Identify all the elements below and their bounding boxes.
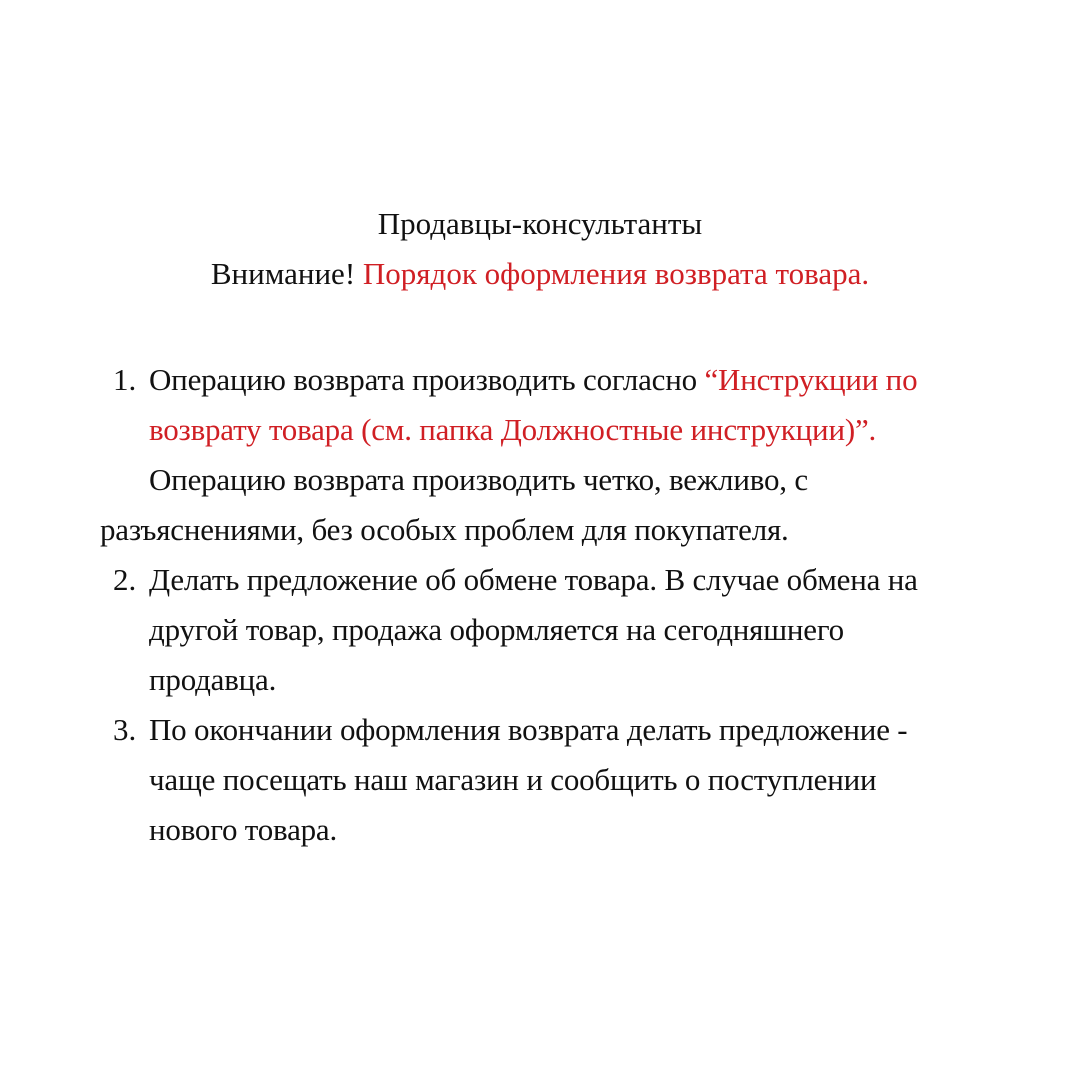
item-line: По окончании оформления возврата делать предложение - bbox=[149, 712, 908, 747]
item-line: разъяснениями, без особых проблем для покупателя. bbox=[100, 512, 789, 547]
notice-prefix: Внимание! bbox=[210, 256, 356, 291]
notice-line bbox=[0, 249, 1080, 299]
title-text: Продавцы-консультанты bbox=[377, 206, 703, 241]
notice-red-text: Порядок оформления возврата товара. bbox=[362, 256, 870, 291]
item-number: 2. bbox=[113, 562, 137, 597]
item-red-line: возврату товара (см. папка Должностные инструкции)”. bbox=[149, 412, 877, 447]
item-number: 1. bbox=[113, 362, 137, 397]
item-number: 3. bbox=[113, 712, 137, 747]
item-red-text: “Инструкции по bbox=[704, 362, 918, 397]
item-text: Операцию возврата производить согласно bbox=[149, 362, 697, 397]
item-line: нового товара. bbox=[149, 812, 338, 847]
item-line: чаще посещать наш магазин и сообщить о поступлении bbox=[149, 762, 877, 797]
item-line: Делать предложение об обмене товара. В случае обмена на bbox=[149, 562, 918, 597]
item-line: Операцию возврата производить четко, вежливо, с bbox=[149, 462, 808, 497]
item-line bbox=[149, 355, 917, 405]
item-line: продавца. bbox=[149, 662, 277, 697]
page-title bbox=[0, 199, 1080, 249]
item-line: другой товар, продажа оформляется на сегодняшнего bbox=[149, 612, 844, 647]
